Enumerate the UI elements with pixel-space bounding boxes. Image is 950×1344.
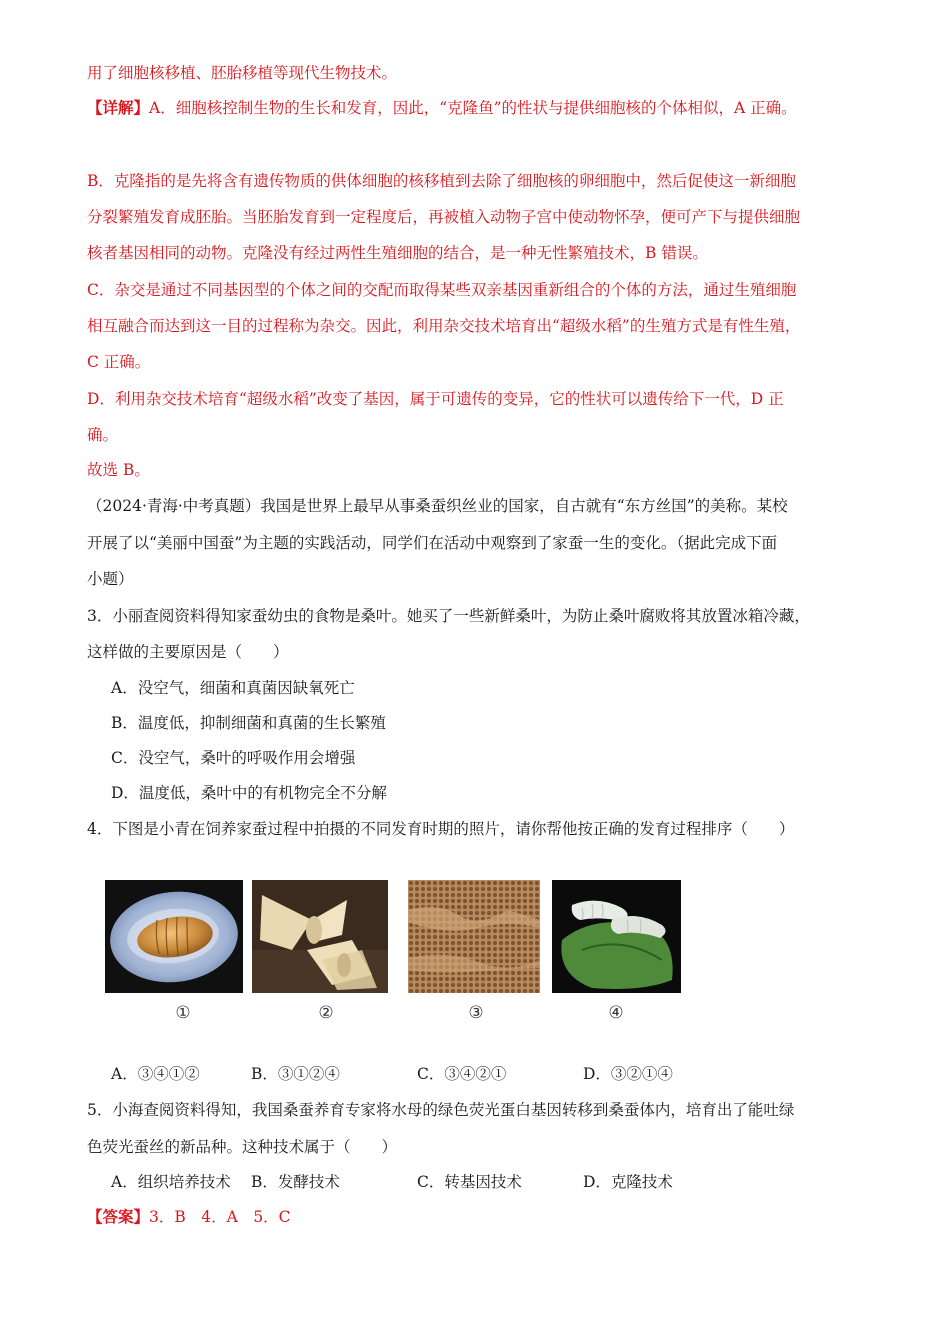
detail-c-line-2: 相互融合而达到这一目的过程称为杂交。因此，利用杂交技术培育出“超级水稻”的生殖方式是有性生殖， — [87, 317, 801, 335]
explanation-lead: 用了细胞核移植、胚胎移植等现代生物技术。 — [87, 64, 398, 82]
q3-stem-1: 3．小丽查阅资料得知家蚕幼虫的食物是桑叶。她买了一些新鲜桑叶，为防止桑叶腐败将其放置冰箱冷藏， — [87, 607, 810, 625]
detail-c-line-3: C 正确。 — [87, 353, 151, 371]
answer-text: 3．B 4．A 5．C — [149, 1208, 291, 1226]
q5-option-c: C．转基因技术 — [417, 1173, 522, 1191]
q3-option-c: C．没空气，桑叶的呼吸作用会增强 — [111, 749, 356, 767]
detail-d-line-2: 确。 — [87, 426, 119, 444]
photo-eggs — [408, 880, 540, 993]
q5-option-d: D．克隆技术 — [583, 1173, 673, 1191]
q3-option-b: B．温度低，抑制细菌和真菌的生长繁殖 — [111, 714, 386, 732]
detail-c-line-1: C．杂交是通过不同基因型的个体之间的交配而取得某些双亲基因重新组合的个体的方法，通过生殖细胞 — [87, 281, 797, 299]
intro-line-1: （2024·青海·中考真题）我国是世界上最早从事桑蚕织丝业的国家，自古就有“东方丝国”的美称。某校 — [87, 497, 788, 515]
photo-label-3: ③ — [468, 1003, 484, 1023]
answer-line — [87, 1206, 291, 1228]
q3-stem-2: 这样做的主要原因是（ ） — [87, 643, 289, 661]
detail-d-line-1: D．利用杂交技术培育“超级水稻”改变了基因，属于可遗传的变异，它的性状可以遗传给下一代，D 正 — [87, 390, 784, 408]
detail-b-line-3: 核者基因相同的动物。克隆没有经过两性生殖细胞的结合，是一种无性繁殖技术，B 错误。 — [87, 244, 708, 262]
q5-stem-2: 色荧光蚕丝的新品种。这种技术属于（ ） — [87, 1138, 398, 1156]
photo-label-1: ① — [175, 1003, 191, 1023]
photo-label-4: ④ — [608, 1003, 624, 1023]
answer-tag: 【答案】 — [87, 1207, 150, 1226]
q4-option-c: C．③④②① — [417, 1065, 507, 1083]
detail-a-line — [87, 97, 797, 119]
q3-option-a: A．没空气，细菌和真菌因缺氧死亡 — [111, 679, 355, 697]
q4-option-b: B．③①②④ — [251, 1065, 340, 1083]
detail-b-line-2: 分裂繁殖发育成胚胎。当胚胎发育到一定程度后，再被植入动物子宫中使动物怀孕，便可产下与提供细胞 — [87, 208, 801, 226]
conclusion: 故选 B。 — [87, 461, 150, 479]
photo-pupa-cocoon — [105, 880, 243, 993]
q4-option-d: D．③②①④ — [583, 1065, 673, 1083]
q5-stem-1: 5．小海查阅资料得知，我国桑蚕养育专家将水母的绿色荧光蛋白基因转移到桑蚕体内，培育出了能吐绿 — [87, 1101, 795, 1119]
detail-tag: 【详解】 — [87, 98, 150, 117]
intro-line-3: 小题） — [87, 570, 134, 588]
detail-a-text: A．细胞核控制生物的生长和发育，因此，“克隆鱼”的性状与提供细胞核的个体相似，A 正确。 — [149, 99, 797, 117]
photo-silkmoths — [252, 880, 388, 993]
q3-option-d: D．温度低，桑叶中的有机物完全不分解 — [111, 784, 387, 802]
detail-b-line-1: B．克隆指的是先将含有遗传物质的供体细胞的核移植到去除了细胞核的卵细胞中，然后促使这一新细胞 — [87, 172, 796, 190]
photo-larvae-on-leaf — [552, 880, 681, 993]
photo-label-2: ② — [318, 1003, 334, 1023]
q4-stem: 4．下图是小青在饲养家蚕过程中拍摄的不同发育时期的照片，请你帮他按正确的发育过程排序（ ） — [87, 820, 795, 838]
q5-option-b: B．发酵技术 — [251, 1173, 340, 1191]
intro-line-2: 开展了以“美丽中国蚕”为主题的实践活动，同学们在活动中观察到了家蚕一生的变化。（据此完成下面 — [87, 534, 778, 552]
q5-option-a: A．组织培养技术 — [111, 1173, 231, 1191]
q4-option-a: A．③④①② — [111, 1065, 200, 1083]
